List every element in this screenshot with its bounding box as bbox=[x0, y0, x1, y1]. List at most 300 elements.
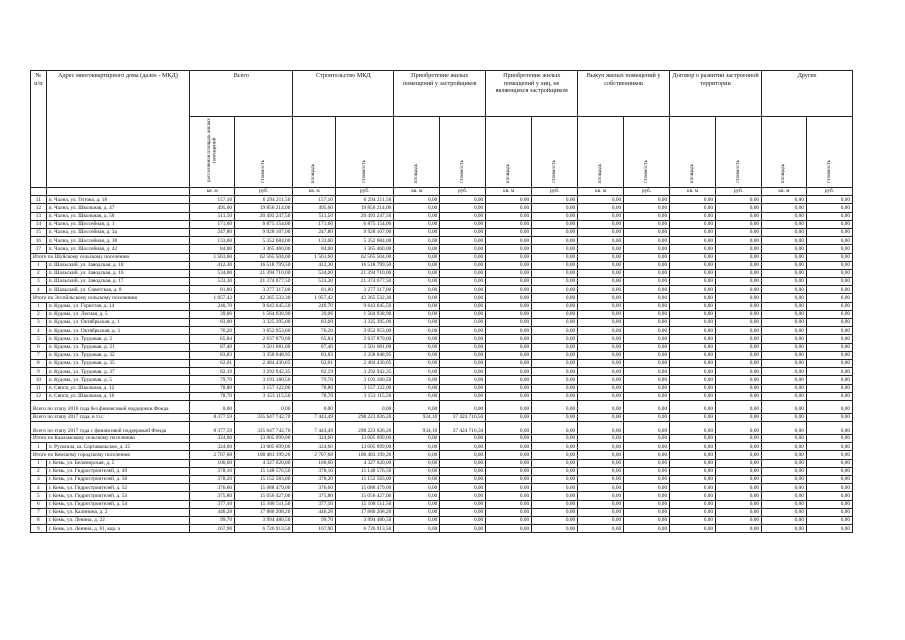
cell-value: 0,00 bbox=[806, 359, 852, 367]
cell-value: 0,00 bbox=[670, 319, 716, 327]
cell-value: 0,00 bbox=[440, 237, 486, 245]
table-body bbox=[31, 196, 853, 533]
cell-value: 0,00 bbox=[806, 443, 852, 451]
cell-value: 0,00 bbox=[670, 422, 716, 435]
cell-value: 0,00 bbox=[578, 384, 624, 392]
row-address: п. Шальский, ул. Заводская, д. 17 bbox=[46, 278, 190, 286]
row-address: г. Кемь, ул. Гидростроителей, д. 49 bbox=[46, 467, 190, 475]
cell-value: 0,00 bbox=[532, 413, 578, 421]
table-row bbox=[31, 302, 853, 310]
row-address: п. Кудома, ул. Трудовая, д. 32 bbox=[46, 351, 190, 359]
row-address: г. Кемь, ул. Гидростроителей, д. 53 bbox=[46, 492, 190, 500]
cell-value: 0,00 bbox=[624, 294, 670, 302]
cell-value: 8 377,59 bbox=[190, 422, 235, 435]
cell-value: 0,00 bbox=[716, 459, 762, 467]
cell-value: 0,00 bbox=[532, 261, 578, 269]
cell-value: 0,00 bbox=[624, 327, 670, 335]
cell-value: 0,00 bbox=[762, 500, 807, 508]
cell-value: 0,00 bbox=[624, 343, 670, 351]
row-number: 11 bbox=[31, 196, 47, 204]
cell-value: 0,00 bbox=[578, 516, 624, 524]
cell-value: 0,00 bbox=[624, 212, 670, 220]
unit-area: кв. м bbox=[670, 188, 716, 196]
row-number: 6 bbox=[31, 500, 47, 508]
cell-value: 0,00 bbox=[716, 261, 762, 269]
cell-value: 99,70 bbox=[293, 516, 336, 524]
cell-value: 0,00 bbox=[532, 278, 578, 286]
cell-value: 4 327 020,00 bbox=[335, 459, 393, 467]
row-number: 12 bbox=[31, 392, 47, 400]
cell-value: 0,00 bbox=[670, 467, 716, 475]
cell-value: 39,06 bbox=[293, 310, 336, 318]
cell-value: 3 501 681,00 bbox=[335, 343, 393, 351]
table-row bbox=[31, 204, 853, 212]
cell-value: 0,00 bbox=[670, 368, 716, 376]
cell-value: 0,00 bbox=[624, 422, 670, 435]
cell-value: 13 005 099,00 bbox=[235, 443, 293, 451]
group-header-buyout: Выкуп жилых помещений у собственников bbox=[578, 71, 670, 117]
cell-value: 0,00 bbox=[578, 220, 624, 228]
cell-value: 0,00 bbox=[806, 384, 852, 392]
subheader-label: стоимость bbox=[734, 160, 741, 183]
cell-value: 324,60 bbox=[293, 443, 336, 451]
cell-value: 3 157 122,00 bbox=[235, 384, 293, 392]
row-address: п. Шальский, ул. Советская, д. 8 bbox=[46, 286, 190, 294]
cell-value: 0,00 bbox=[532, 253, 578, 261]
unit-cost: руб. bbox=[624, 188, 670, 196]
cell-value: 0,00 bbox=[716, 368, 762, 376]
cell-value: 3 157 122,00 bbox=[335, 384, 393, 392]
cell-value: 0,00 bbox=[394, 359, 440, 367]
cell-value: 0,00 bbox=[394, 228, 440, 236]
cell-value: 0,00 bbox=[806, 435, 852, 443]
cell-value: 0,00 bbox=[394, 451, 440, 459]
row-address: п. Кудома, ул. Гористая, д. 14 bbox=[46, 302, 190, 310]
cell-value: 0,00 bbox=[532, 302, 578, 310]
table-row bbox=[31, 392, 853, 400]
cell-value: 0,00 bbox=[624, 484, 670, 492]
row-number: 7 bbox=[31, 351, 47, 359]
cell-value: 0,00 bbox=[394, 443, 440, 451]
cell-value: 0,00 bbox=[486, 467, 532, 475]
cell-value: 0,00 bbox=[532, 319, 578, 327]
cell-value: 0,00 bbox=[578, 286, 624, 294]
cell-value: 0,00 bbox=[624, 261, 670, 269]
row-number: 1 bbox=[31, 261, 47, 269]
cell-value: 6 875 154,00 bbox=[335, 220, 393, 228]
table-row bbox=[31, 508, 853, 516]
table-row bbox=[31, 368, 853, 376]
cell-value: 511,50 bbox=[293, 212, 336, 220]
subheader-area bbox=[578, 117, 624, 188]
cell-value: 0,00 bbox=[716, 294, 762, 302]
subheader-area bbox=[670, 117, 716, 188]
cell-value: 0,00 bbox=[440, 212, 486, 220]
cell-value: 17 880 208,20 bbox=[235, 508, 293, 516]
table-row bbox=[31, 525, 853, 533]
cell-value: 247,80 bbox=[190, 228, 235, 236]
cell-value: 0,00 bbox=[762, 516, 807, 524]
cell-value: 0,00 bbox=[578, 319, 624, 327]
table-row bbox=[31, 319, 853, 327]
table-subtotal-row bbox=[31, 400, 853, 413]
row-number: 5 bbox=[31, 492, 47, 500]
cell-value: 0,00 bbox=[670, 220, 716, 228]
cell-value: 0,00 bbox=[806, 294, 852, 302]
cell-value: 0,00 bbox=[532, 443, 578, 451]
cell-value: 3 325 395,00 bbox=[235, 319, 293, 327]
cell-value: 0,00 bbox=[486, 359, 532, 367]
cell-value: 0,00 bbox=[762, 368, 807, 376]
cell-value: 87,40 bbox=[293, 343, 336, 351]
housing-table-sheet bbox=[30, 70, 853, 533]
cell-value: 0,00 bbox=[806, 413, 852, 421]
subheader-label: стоимость bbox=[360, 160, 367, 183]
cell-value: 0,00 bbox=[486, 294, 532, 302]
row-number: 14 bbox=[31, 220, 47, 228]
cell-value: 0,00 bbox=[716, 422, 762, 435]
cell-value: 2 637 879,60 bbox=[235, 335, 293, 343]
cell-value: 9 928 107,00 bbox=[335, 228, 393, 236]
row-address: г. Кемь, ул. Ленина, д. 61, кор. а bbox=[46, 525, 190, 533]
cell-value: 0,00 bbox=[762, 443, 807, 451]
cell-value: 0,00 bbox=[394, 335, 440, 343]
cell-value: 0,00 bbox=[440, 476, 486, 484]
cell-value: 0,00 bbox=[624, 508, 670, 516]
cell-value: 0,00 bbox=[670, 228, 716, 236]
cell-value: 0,00 bbox=[532, 476, 578, 484]
cell-value: 1 564 938,90 bbox=[235, 310, 293, 318]
cell-value: 0,00 bbox=[716, 335, 762, 343]
cell-value: 157,10 bbox=[293, 196, 336, 204]
cell-value: 0,00 bbox=[532, 245, 578, 253]
cell-value: 0,00 bbox=[670, 459, 716, 467]
cell-value: 0,00 bbox=[716, 237, 762, 245]
cell-value: 0,00 bbox=[670, 327, 716, 335]
row-address: п. Кудома, ул. Трудовая, д. 21 bbox=[46, 343, 190, 351]
cell-value: 0,00 bbox=[716, 413, 762, 421]
cell-value: 0,00 bbox=[486, 516, 532, 524]
row-address: п. Чална, ул. Шоссейная, д. 42 bbox=[46, 245, 190, 253]
cell-value: 3 052 953,00 bbox=[335, 327, 393, 335]
housing-program-table bbox=[30, 70, 853, 533]
cell-value: 0,00 bbox=[394, 245, 440, 253]
cell-value: 0,00 bbox=[670, 400, 716, 413]
cell-value: 0,00 bbox=[762, 269, 807, 277]
cell-value: 0,00 bbox=[670, 212, 716, 220]
cell-value: 37 424 716,50 bbox=[440, 422, 486, 435]
cell-value: 324,60 bbox=[190, 443, 235, 451]
cell-value: 0,00 bbox=[762, 278, 807, 286]
cell-value: 0,00 bbox=[670, 525, 716, 533]
table-row bbox=[31, 196, 853, 204]
cell-value: 78,80 bbox=[293, 384, 336, 392]
cell-value: 495,60 bbox=[293, 204, 336, 212]
cell-value: 171,60 bbox=[190, 220, 235, 228]
cell-value: 133,60 bbox=[190, 237, 235, 245]
cell-value: 0,00 bbox=[486, 451, 532, 459]
row-address: п. Чална, ул. Шоссейная, д. 38 bbox=[46, 237, 190, 245]
cell-value: 0,00 bbox=[440, 335, 486, 343]
header-group-row bbox=[31, 71, 853, 117]
unit-cost: руб. bbox=[532, 188, 578, 196]
cell-value: 0,00 bbox=[440, 220, 486, 228]
cell-value: 5 352 684,00 bbox=[235, 237, 293, 245]
cell-value: 0,00 bbox=[486, 196, 532, 204]
cell-value: 62,01 bbox=[190, 359, 235, 367]
cell-value: 0,00 bbox=[440, 443, 486, 451]
cell-value: 0,00 bbox=[532, 459, 578, 467]
cell-value: 0,00 bbox=[335, 400, 393, 413]
unit-cost: руб. bbox=[806, 188, 852, 196]
cell-value: 0,00 bbox=[670, 237, 716, 245]
cell-value: 0,00 bbox=[394, 343, 440, 351]
cell-value: 15 152 583,00 bbox=[235, 476, 293, 484]
cell-value: 0,00 bbox=[440, 400, 486, 413]
cell-value: 0,00 bbox=[670, 204, 716, 212]
cell-value: 0,00 bbox=[486, 319, 532, 327]
cell-value: 0,00 bbox=[716, 269, 762, 277]
cell-value: 0,00 bbox=[578, 261, 624, 269]
row-address: п. Кудома, ул. Октябрьская, д. 3 bbox=[46, 327, 190, 335]
cell-value: 8 377,59 bbox=[190, 413, 235, 421]
row-title: Итого по Шуйскому сельскому поселению bbox=[31, 253, 190, 261]
cell-value: 0,00 bbox=[716, 228, 762, 236]
cell-value: 157,10 bbox=[190, 196, 235, 204]
cell-value: 0,00 bbox=[486, 286, 532, 294]
cell-value: 0,00 bbox=[578, 435, 624, 443]
cell-value: 0,00 bbox=[578, 310, 624, 318]
cell-value: 0,00 bbox=[578, 237, 624, 245]
cell-value: 0,00 bbox=[578, 269, 624, 277]
cell-value: 0,00 bbox=[532, 451, 578, 459]
table-row bbox=[31, 516, 853, 524]
cell-value: 0,00 bbox=[624, 319, 670, 327]
cell-value: 108 483 199,20 bbox=[235, 451, 293, 459]
cell-value: 376,60 bbox=[190, 484, 235, 492]
cell-value: 0,00 bbox=[532, 212, 578, 220]
cell-value: 0,00 bbox=[762, 400, 807, 413]
row-title: Всего по этапу 2017 года с финансовой поддержкой Фонда bbox=[31, 422, 190, 435]
cell-value: 0,00 bbox=[486, 525, 532, 533]
cell-value: 106,60 bbox=[293, 459, 336, 467]
cell-value: 78,70 bbox=[190, 392, 235, 400]
cell-value: 0,00 bbox=[762, 508, 807, 516]
cell-value: 3 358 648,95 bbox=[235, 351, 293, 359]
cell-value: 0,00 bbox=[440, 286, 486, 294]
cell-value: 0,00 bbox=[486, 327, 532, 335]
row-number: 2 bbox=[31, 467, 47, 475]
cell-value: 0,00 bbox=[762, 343, 807, 351]
cell-value: 0,00 bbox=[806, 245, 852, 253]
cell-value: 0,00 bbox=[486, 400, 532, 413]
cell-value: 0,00 bbox=[806, 278, 852, 286]
cell-value: 0,00 bbox=[806, 500, 852, 508]
unit-cell-blank bbox=[46, 188, 190, 196]
cell-value: 0,00 bbox=[578, 451, 624, 459]
cell-value: 0,00 bbox=[532, 467, 578, 475]
group-header-construction: Строительство МКД bbox=[293, 71, 394, 117]
cell-value: 534,00 bbox=[190, 269, 235, 277]
cell-value: 81,80 bbox=[190, 286, 235, 294]
cell-value: 0,00 bbox=[716, 253, 762, 261]
row-number: 7 bbox=[31, 508, 47, 516]
cell-value: 0,00 bbox=[486, 253, 532, 261]
cell-value: 83,83 bbox=[293, 351, 336, 359]
row-number: 2 bbox=[31, 269, 47, 277]
cell-value: 21 374 677,50 bbox=[335, 278, 393, 286]
cell-value: 0,00 bbox=[624, 467, 670, 475]
cell-value: 0,00 bbox=[440, 253, 486, 261]
cell-value: 15 152 583,00 bbox=[335, 476, 393, 484]
cell-value: 0,00 bbox=[716, 343, 762, 351]
cell-value: 0,00 bbox=[532, 327, 578, 335]
cell-value: 240,70 bbox=[293, 302, 336, 310]
cell-value: 412,30 bbox=[190, 261, 235, 269]
cell-value: 0,00 bbox=[486, 351, 532, 359]
cell-value: 0,00 bbox=[440, 525, 486, 533]
cell-value: 0,00 bbox=[440, 459, 486, 467]
cell-value: 3 325 395,00 bbox=[335, 319, 393, 327]
cell-value: 0,00 bbox=[532, 508, 578, 516]
cell-value: 0,00 bbox=[716, 212, 762, 220]
cell-value: 1 561,60 bbox=[190, 253, 235, 261]
cell-value: 0,00 bbox=[440, 467, 486, 475]
cell-value: 0,00 bbox=[440, 196, 486, 204]
cell-value: 0,00 bbox=[394, 269, 440, 277]
cell-value: 106,60 bbox=[190, 459, 235, 467]
cell-value: 533,30 bbox=[190, 278, 235, 286]
cell-value: 3 277 317,00 bbox=[335, 286, 393, 294]
row-address: п. Сяпся, ул. Школьная, д. 16 bbox=[46, 392, 190, 400]
cell-value: 0,00 bbox=[532, 294, 578, 302]
col-number-header: № п/п bbox=[31, 71, 47, 188]
cell-value: 13 005 099,00 bbox=[335, 443, 393, 451]
cell-value: 0,00 bbox=[440, 500, 486, 508]
cell-value: 0,00 bbox=[806, 343, 852, 351]
cell-value: 0,00 bbox=[578, 228, 624, 236]
cell-value: 0,00 bbox=[532, 368, 578, 376]
cell-value: 511,50 bbox=[190, 212, 235, 220]
cell-value: 378,20 bbox=[293, 476, 336, 484]
cell-value: 0,00 bbox=[486, 212, 532, 220]
cell-value: 1 057,42 bbox=[190, 294, 235, 302]
subheader-area bbox=[394, 117, 440, 188]
subheader-label: площадь bbox=[780, 163, 787, 183]
cell-value: 0,00 bbox=[394, 220, 440, 228]
subheader-label: стоимость bbox=[458, 160, 465, 183]
cell-value: 3 994 480,50 bbox=[335, 516, 393, 524]
cell-value: 19 856 214,00 bbox=[335, 204, 393, 212]
cell-value: 15 056 427,00 bbox=[335, 492, 393, 500]
cell-value: 0,00 bbox=[394, 212, 440, 220]
cell-value: 87,40 bbox=[190, 343, 235, 351]
cell-value: 0,00 bbox=[440, 294, 486, 302]
cell-value: 0,00 bbox=[624, 476, 670, 484]
subheader-label: стоимость bbox=[550, 160, 557, 183]
cell-value: 0,00 bbox=[670, 278, 716, 286]
subheader-cost bbox=[624, 117, 670, 188]
cell-value: 0,00 bbox=[762, 359, 807, 367]
row-address: п. Кудома, ул. Лесная, д. 5 bbox=[46, 310, 190, 318]
cell-value: 82,19 bbox=[190, 368, 235, 376]
cell-value: 0,00 bbox=[670, 500, 716, 508]
cell-value: 0,00 bbox=[486, 376, 532, 384]
cell-value: 15 108 511,50 bbox=[335, 500, 393, 508]
cell-value: 0,00 bbox=[532, 422, 578, 435]
cell-value: 0,00 bbox=[532, 343, 578, 351]
cell-value: 15 108 511,50 bbox=[235, 500, 293, 508]
cell-value: 0,00 bbox=[624, 435, 670, 443]
cell-value: 0,00 bbox=[806, 400, 852, 413]
cell-value: 0,00 bbox=[394, 400, 440, 413]
cell-value: 79,70 bbox=[190, 376, 235, 384]
cell-value: 0,00 bbox=[532, 204, 578, 212]
cell-value: 0,00 bbox=[440, 228, 486, 236]
cell-value: 0,00 bbox=[394, 278, 440, 286]
group-header-other: Другие bbox=[762, 71, 853, 117]
cell-value: 0,00 bbox=[716, 400, 762, 413]
cell-value: 0,00 bbox=[762, 261, 807, 269]
cell-value: 0,00 bbox=[486, 220, 532, 228]
cell-value: 0,00 bbox=[394, 319, 440, 327]
cell-value: 0,00 bbox=[486, 245, 532, 253]
cell-value: 81,80 bbox=[293, 286, 336, 294]
cell-value: 0,00 bbox=[806, 335, 852, 343]
table-row bbox=[31, 351, 853, 359]
row-address: п. Кудома, ул. Трудовая, д. 2 bbox=[46, 335, 190, 343]
cell-value: 0,00 bbox=[578, 245, 624, 253]
cell-value: 0,00 bbox=[394, 459, 440, 467]
cell-value: 534,00 bbox=[293, 269, 336, 277]
cell-value: 15 088 479,00 bbox=[235, 484, 293, 492]
table-row bbox=[31, 261, 853, 269]
cell-value: 20 493 247,50 bbox=[235, 212, 293, 220]
cell-value: 0,00 bbox=[578, 278, 624, 286]
table-row bbox=[31, 500, 853, 508]
cell-value: 0,00 bbox=[440, 261, 486, 269]
cell-value: 79,70 bbox=[293, 376, 336, 384]
cell-value: 0,00 bbox=[394, 368, 440, 376]
cell-value: 0,00 bbox=[670, 476, 716, 484]
table-row bbox=[31, 384, 853, 392]
cell-value: 0,00 bbox=[440, 368, 486, 376]
cell-value: 0,00 bbox=[394, 327, 440, 335]
cell-value: 0,00 bbox=[806, 327, 852, 335]
cell-value: 335 647 742,70 bbox=[235, 422, 293, 435]
table-subtotal-row bbox=[31, 294, 853, 302]
row-title: Всего по этапу 2017 года, в т.ч.: bbox=[31, 413, 190, 421]
cell-value: 0,00 bbox=[716, 525, 762, 533]
cell-value: 0,00 bbox=[578, 422, 624, 435]
cell-value: 0,00 bbox=[624, 351, 670, 359]
cell-value: 378,10 bbox=[190, 467, 235, 475]
cell-value: 0,00 bbox=[762, 376, 807, 384]
header-unit-row bbox=[31, 188, 853, 196]
table-row bbox=[31, 359, 853, 367]
cell-value: 0,00 bbox=[762, 245, 807, 253]
cell-value: 0,00 bbox=[806, 261, 852, 269]
subheader-label: стоимость bbox=[825, 160, 832, 183]
cell-value: 0,00 bbox=[624, 220, 670, 228]
row-address: п. Чална, ул. Школьная, д. 47 bbox=[46, 204, 190, 212]
cell-value: 0,00 bbox=[624, 245, 670, 253]
cell-value: 2 707,68 bbox=[190, 451, 235, 459]
cell-value: 0,00 bbox=[486, 302, 532, 310]
cell-value: 0,00 bbox=[394, 467, 440, 475]
cell-value: 4 327 020,00 bbox=[235, 459, 293, 467]
unit-area: кв. м bbox=[293, 188, 336, 196]
